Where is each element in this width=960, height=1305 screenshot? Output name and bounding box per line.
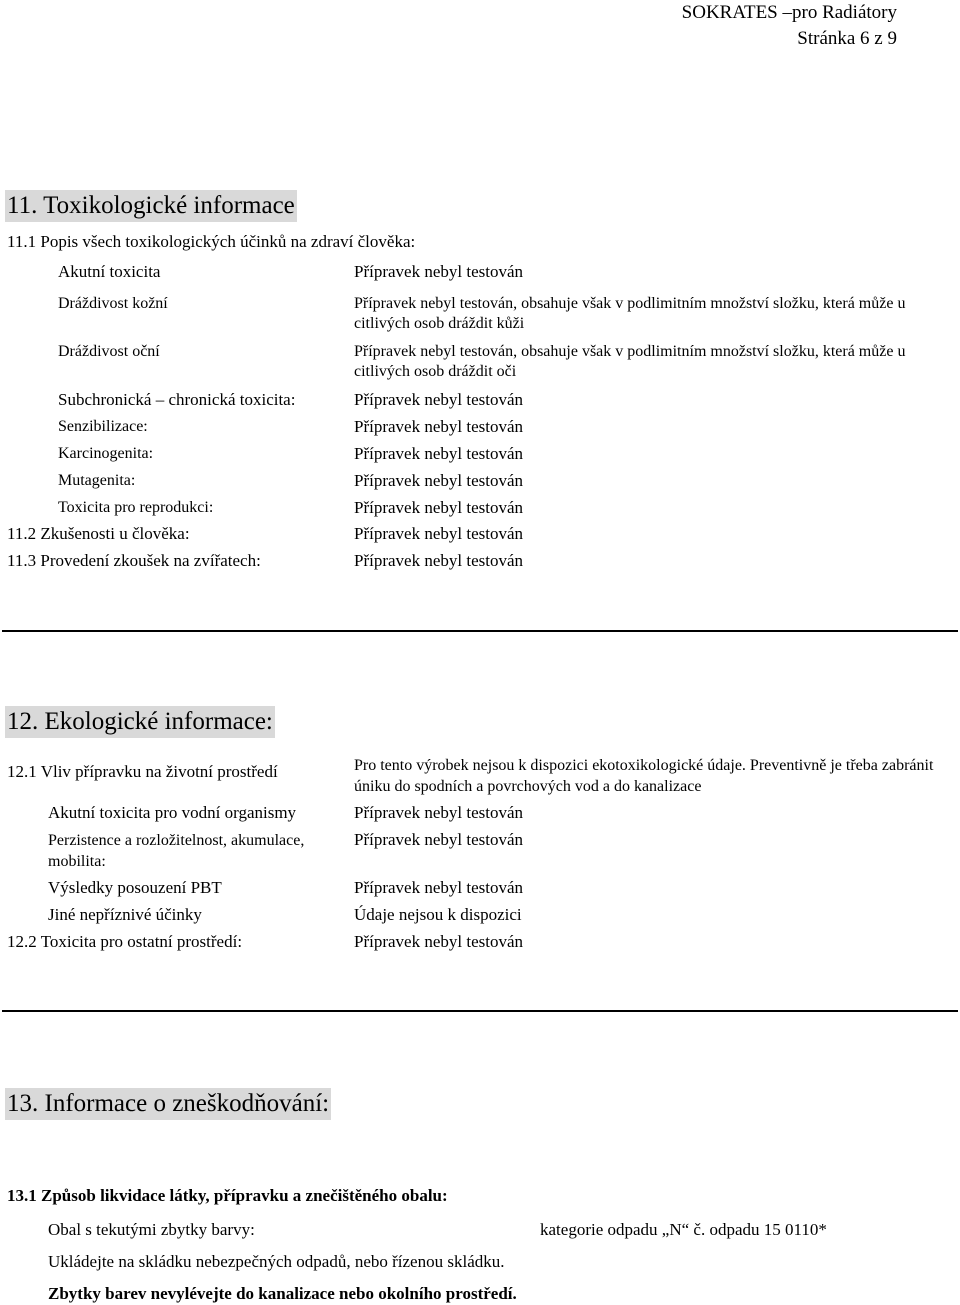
tox-value-sensitization: Přípravek nebyl testován — [354, 417, 524, 436]
tox-value-eye: Přípravek nebyl testován, obsahuje však v podlimitním množství složku, která může u citlivých osob dráždit oči — [354, 343, 906, 380]
section-12-1-value: Pro tento výrobek nejsou k dispozici ekotoxikologické údaje. Preventivně je třeba zabránit úniku do spodních a povrchových vod a do kanalizace — [354, 757, 934, 795]
eco-value-persistence: Přípravek nebyl testován — [354, 830, 524, 849]
tox-value-carcinogenicity: Přípravek nebyl testován — [354, 444, 524, 463]
document-header-title: SOKRATES –pro Radiátory — [681, 2, 897, 23]
section-divider — [2, 630, 958, 632]
tox-value-reproduction: Přípravek nebyl testován — [354, 498, 524, 517]
tox-value-mutagenicity: Přípravek nebyl testován — [354, 471, 524, 490]
tox-label-skin: Dráždivost kožní — [58, 295, 168, 312]
page-number: Stránka 6 z 9 — [797, 28, 897, 49]
eco-value-other: Údaje nejsou k dispozici — [354, 905, 522, 924]
section-12-2-label: 12.2 Toxicita pro ostatní prostředí: — [7, 932, 243, 951]
eco-value-pbt: Přípravek nebyl testován — [354, 878, 524, 897]
container-label: Obal s tekutými zbytky barvy: — [48, 1220, 255, 1239]
tox-value-skin: Přípravek nebyl testován, obsahuje však v podlimitním množství složku, která může u citlivých osob dráždit kůži — [354, 295, 906, 332]
disposal-warning: Zbytky barev nevylévejte do kanalizace nebo okolního prostředí. — [48, 1284, 517, 1303]
tox-value-chronic: Přípravek nebyl testován — [354, 390, 524, 409]
section-13-title: 13. Informace o zneškodňování: — [5, 1088, 331, 1120]
section-12-title: 12. Ekologické informace: — [5, 706, 275, 738]
section-11-3-label: 11.3 Provedení zkoušek na zvířatech: — [7, 551, 261, 570]
tox-label-chronic: Subchronická – chronická toxicita: — [58, 390, 296, 409]
section-12-2-value: Přípravek nebyl testován — [354, 932, 524, 951]
eco-label-aquatic: Akutní toxicita pro vodní organismy — [48, 803, 297, 822]
eco-label-persistence: Perzistence a rozložitelnost, akumulace, mobilita: — [48, 832, 305, 870]
section-11-2-label: 11.2 Zkušenosti u člověka: — [7, 524, 190, 543]
tox-label-acute: Akutní toxicita — [58, 262, 161, 281]
section-11-title: 11. Toxikologické informace — [5, 190, 297, 222]
tox-label-eye: Dráždivost oční — [58, 343, 160, 360]
section-divider — [2, 1010, 958, 1012]
tox-label-sensitization: Senzibilizace: — [58, 418, 148, 435]
tox-label-mutagenicity: Mutagenita: — [58, 472, 136, 489]
disposal-instruction: Ukládejte na skládku nebezpečných odpadů, nebo řízenou skládku. — [48, 1252, 505, 1271]
section-11-1-heading: 11.1 Popis všech toxikologických účinků na zdraví člověka: — [7, 232, 416, 251]
section-11-3-value: Přípravek nebyl testován — [354, 551, 524, 570]
eco-value-aquatic: Přípravek nebyl testován — [354, 803, 524, 822]
tox-label-reproduction: Toxicita pro reprodukci: — [58, 499, 214, 516]
tox-value-acute: Přípravek nebyl testován — [354, 262, 524, 281]
eco-label-other: Jiné nepříznivé účinky — [48, 905, 202, 924]
section-13-1-heading: 13.1 Způsob likvidace látky, přípravku a znečištěného obalu: — [7, 1186, 448, 1205]
waste-category: kategorie odpadu „N“ č. odpadu 15 0110* — [540, 1220, 827, 1239]
tox-label-carcinogenicity: Karcinogenita: — [58, 445, 154, 462]
section-12-1-label: 12.1 Vliv přípravku na životní prostředí — [7, 762, 278, 781]
section-11-2-value: Přípravek nebyl testován — [354, 524, 524, 543]
eco-label-pbt: Výsledky posouzení PBT — [48, 878, 222, 897]
